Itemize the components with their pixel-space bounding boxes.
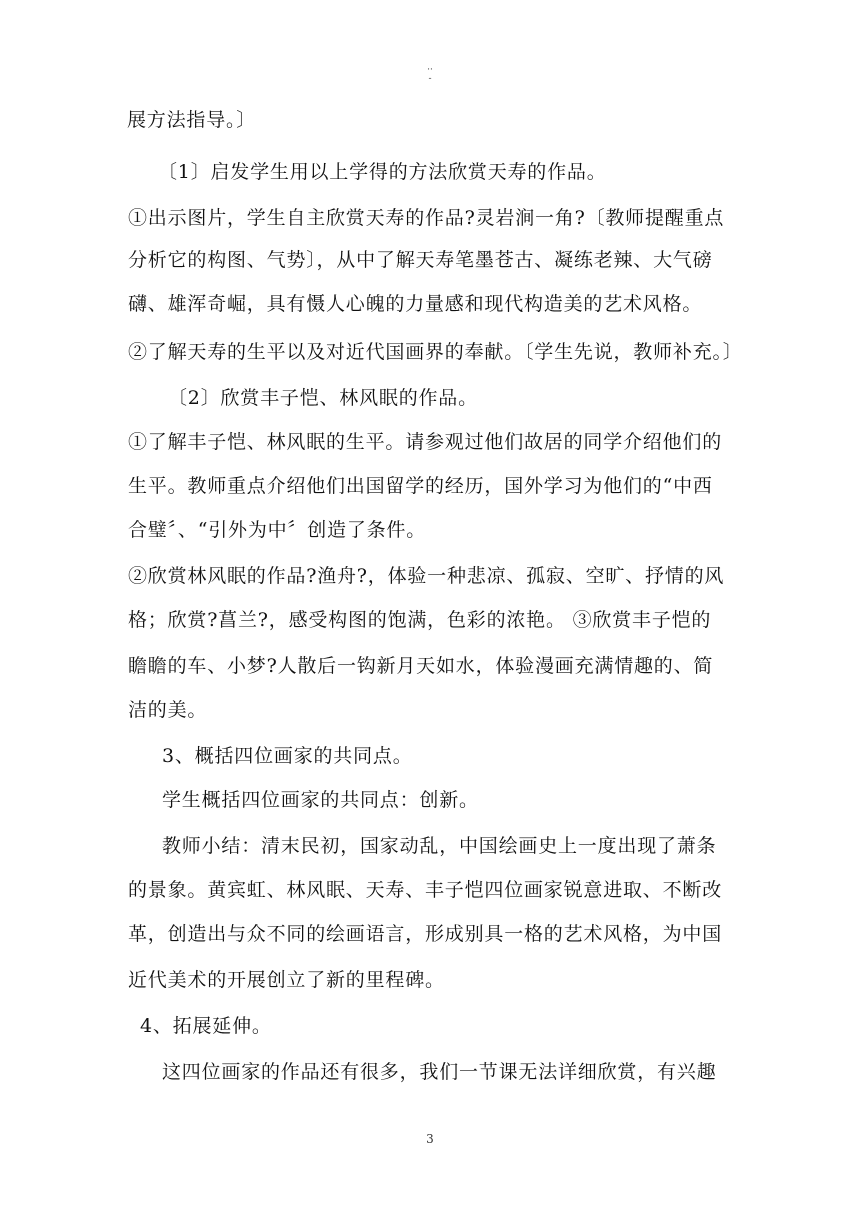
header-dash: - xyxy=(428,74,432,84)
text-line: 的景象。黄宾虹、林风眠、天寿、丰子恺四位画家锐意进取、不断改 xyxy=(128,879,723,901)
text-line: 〔2〕欣赏丰子恺、林风眠的作品。 xyxy=(168,387,478,409)
text-line: 展方法指导。〕 xyxy=(127,109,257,131)
page-number: 3 xyxy=(426,1132,434,1146)
text-line: ②欣赏林风眠的作品?渔舟?，体验一种悲凉、孤寂、空旷、抒情的风 xyxy=(128,565,725,587)
text-line: 学生概括四位画家的共同点：创新。 xyxy=(162,789,479,811)
text-line: 〔1〕启发学生用以上学得的方法欣赏天寿的作品。 xyxy=(158,161,607,183)
text-line: 4、拓展延伸。 xyxy=(140,1015,272,1037)
text-line: 这四位画家的作品还有很多，我们一节课无法详细欣赏，有兴趣 xyxy=(162,1061,717,1083)
text-line: 革，创造出与众不同的绘画语言，形成别具一格的艺术风格，为中国 xyxy=(128,923,723,945)
text-line: 3、概括四位画家的共同点。 xyxy=(162,745,413,767)
text-line: 教师小结：清末民初，国家动乱，中国绘画史上一度出现了萧条 xyxy=(162,835,717,857)
page-header-mark xyxy=(0,66,860,84)
text-line: 分析它的构图、气势〕，从中了解天寿笔墨苍古、凝练老辣、大气磅 xyxy=(128,249,713,271)
text-line: ②了解天寿的生平以及对近代国画界的奉献。〔学生先说，教师补充。〕 xyxy=(128,341,743,363)
text-line: 近代美术的开展创立了新的里程碑。 xyxy=(128,969,445,991)
text-line: 礴、雄浑奇崛，具有慑人心魄的力量感和现代构造美的艺术风格。 xyxy=(128,293,703,315)
text-line: 洁的美。 xyxy=(128,699,208,721)
text-line: 生平。教师重点介绍他们出国留学的经历，国外学习为他们的“中西 xyxy=(128,475,713,497)
text-line: ①出示图片，学生自主欣赏天寿的作品?灵岩涧一角?〔教师提醒重点 xyxy=(128,207,725,229)
text-line: ①了解丰子恺、林风眠的生平。请参观过他们故居的同学介绍他们的 xyxy=(128,431,723,453)
text-line: 瞻瞻的车、小梦?人散后一钩新月天如水，体验漫画充满情趣的、简 xyxy=(128,655,714,677)
text-line: 格；欣赏?菖兰?，感受构图的饱满，色彩的浓艳。 ③欣赏丰子恺的 xyxy=(128,609,712,631)
header-dots: ·· xyxy=(427,65,433,75)
text-line: 合璧〞、“引外为中〞创造了条件。 xyxy=(128,519,427,541)
